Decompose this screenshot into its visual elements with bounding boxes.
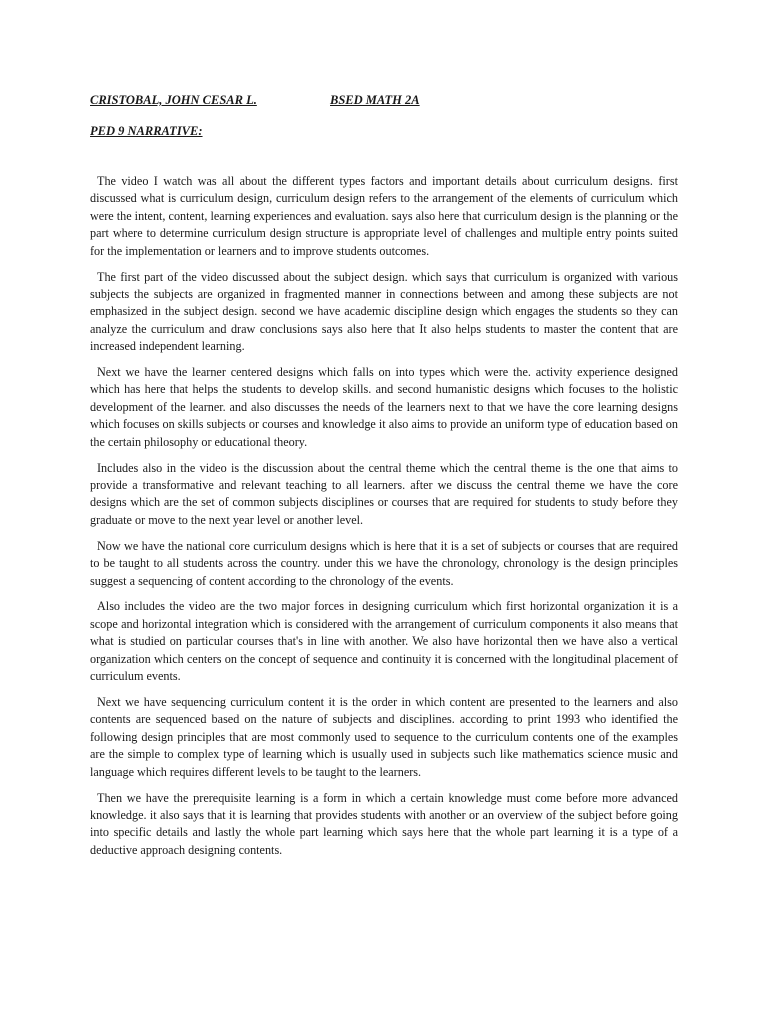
paragraph: The video I watch was all about the different types factors and important details about curriculum designs. first discussed what is curriculum design, curriculum design refers to the arrangement of the elements of curriculum which were the intent, content, learning experiences and evaluation. says also here that curriculum design is the planning or the part where to determine curriculum design structure is appropriate level of challenges and multiple entry points suited for the implementation or learners and to improve students outcomes. <box>90 174 678 258</box>
paragraph: Next we have sequencing curriculum content it is the order in which content are presented to the learners and also contents are sequenced based on the nature of subjects and disciplines. according to print 1993 who identified the following design principles that are most commonly used to sequence to the curriculum contents one of the examples are the simple to complex type of learning which is usually used in subjects such like mathematics science music and language which requires different levels to be taught to the learners. <box>90 694 678 779</box>
paragraph: Also includes the video are the two major forces in designing curriculum which first horizontal organization it is a scope and horizontal integration which is considered with the arrangement of curriculum components it also means that what is studied on particular courses that's in line with another. We also have horizontal then we have also a vertical organization which centers on the concept of sequence and continuity it is concerned with the longitudinal placement of curriculum events. <box>90 599 678 684</box>
paragraph: Now we have the national core curriculum designs which is here that it is a set of subjects or courses that are required to be taught to all students across the country. under this we have the chronology, chronology is the design principles suggest a sequencing of content according to the chronology of the events. <box>90 538 678 588</box>
course-section: BSED MATH 2A <box>330 93 420 107</box>
paragraph: Next we have the learner centered designs which falls on into types which were the. activity experience designed which has here that helps the students to develop skills. and second humanistic designs which focuses to the holistic development of the learner. and also discusses the needs of the learners next to that we have the core learning designs which focuses on skills subjects or courses and knowledge it also aims to provide an uniform type of education based on the certain philosophy or educational theory. <box>90 365 678 449</box>
paragraph: Includes also in the video is the discussion about the central theme which the central theme is the one that aims to provide a transformative and relevant teaching to all learners. after we discuss the central theme we have the core designs which are the set of common subjects disciplines or courses that are required for students to study before they graduate or move to the next year level or another level. <box>90 460 678 527</box>
student-name: CRISTOBAL, JOHN CESAR L. <box>90 93 257 107</box>
paragraph: Then we have the prerequisite learning is a form in which a certain knowledge must come before more advanced knowledge. it also says that it is learning that provides students with another or an overview of the subject before going into specific details and lastly the whole part learning which says here that the whole part learning it is a type of a deductive approach designing contents. <box>90 790 678 857</box>
subject-title: PED 9 NARRATIVE: <box>90 124 203 138</box>
narrative-body <box>90 173 678 868</box>
paragraph: The first part of the video discussed about the subject design. which says that curriculum is organized with various subjects the subjects are organized in fragmented manner in connections between and among these subjects are not emphasized in the subject design. second we have academic discipline design which engages the students so they can analyze the curriculum and draw conclusions says also here that It also helps students to master the content that are increased independent learning. <box>90 269 678 354</box>
